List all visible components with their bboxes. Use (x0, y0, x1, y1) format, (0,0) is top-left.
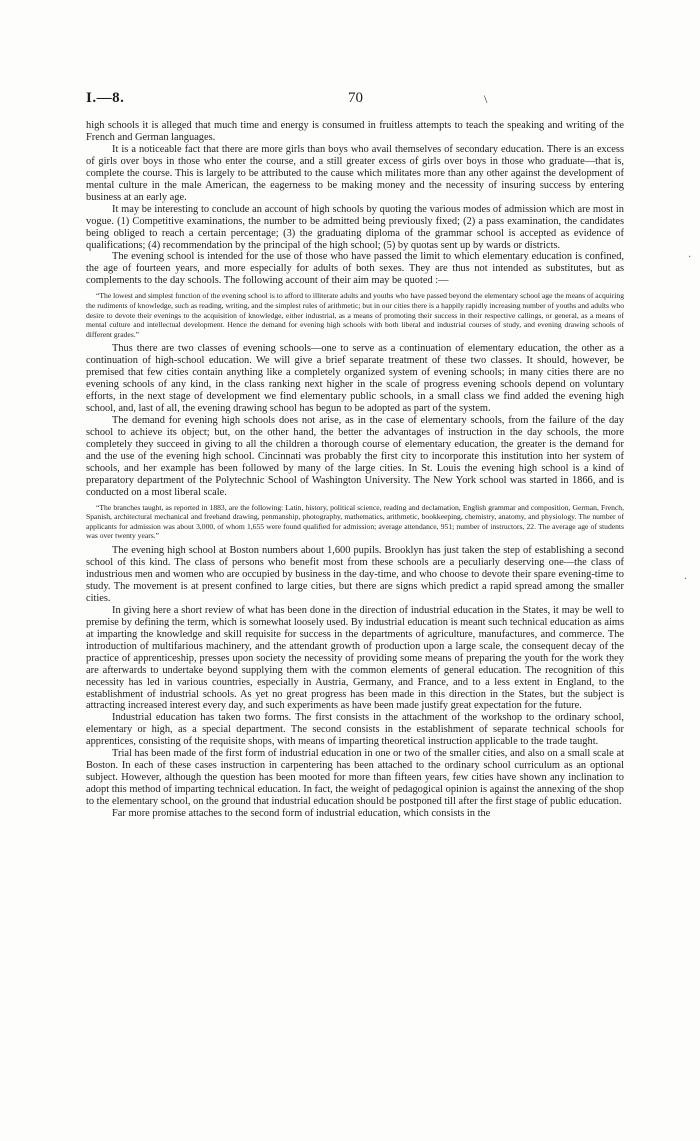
page-number: 70 (348, 90, 363, 106)
page-header (86, 90, 624, 112)
paragraph: It may be interesting to conclude an account of high schools by quoting the various modes of admission which are most in vogue. (1) Competitive examinations, the number to be admitted being previously fixed; (2) a pass examination, the candidates being obliged to reach a certain percentage; (3) the graduating diploma of the grammar school is accepted as evidence of qualifications; (4) recommendation by the principal of the high school; (5) by quotas sent up by wards or districts. (86, 203, 624, 251)
document-page (86, 90, 624, 820)
scan-speck: · (688, 252, 692, 263)
document-reference: I.—8. (86, 90, 125, 106)
paragraph: In giving here a short review of what has been done in the direction of industrial education in the States, it may be well to premise by defining the term, which is somewhat loosely used. By industrial education is meant such technical education as aims at imparting the knowledge and skill requisite for success in the departments of agriculture, manufactures, and commerce. The introduction of multifarious machinery, and the attendant growth of production upon a large scale, the consequent decay of the practice of apprenticeship, presses upon society the necessity of providing some means of preparing the youth for the work they are afterwards to undertake beyond supplying them with the common elements of general education. The recognition of this necessity has led in various countries, especially in Austria, Germany, and France, and to a less extent in England, to the establishment of industrial schools. As yet no great progress has been made in this direction in the States, but the subject is attracting increased interest every day, and such experiments as have been made justify great expectation for the future. (86, 604, 624, 712)
document-body (86, 120, 624, 820)
paragraph: Thus there are two classes of evening schools—one to serve as a continuation of elementary education, the other as a continuation of high-school education. We will give a brief separate treatment of these two classes. It should, however, be premised that few cities contain anything like a completely organized system of evening schools; in many cities there are no evening schools of any kind, in the class ranking next higher in the scale of progress evening schools depend on voluntary efforts, in the next stage of development we find elementary public schools, in a small class we find added the evening high school, and, last of all, the evening drawing school has begun to be adopted as part of the system. (86, 343, 624, 415)
paragraph: Trial has been made of the first form of industrial education in one or two of the smaller cities, and also on a small scale at Boston. In each of these cases instruction in carpentering has been attached to the ordinary school curriculum as an optional subject. However, although the question has been mooted for more than fifteen years, few cities have shown any inclination to adopt this method of imparting technical education. In fact, the weight of pedagogical opinion is against the annexing of the shop to the elementary school, on the ground that industrial education should be postponed till after the first stage of public education. (86, 748, 624, 808)
paragraph: The evening school is intended for the use of those who have passed the limit to which elementary education is confined, the age of fourteen years, and more especially for adults of both sexes. They are thus not intended as substitutes, but as complements to the day schools. The following account of their aim may be quoted :— (86, 251, 624, 287)
paragraph: The demand for evening high schools does not arise, as in the case of elementary schools, from the failure of the day school to achieve its object; but, on the other hand, the better the advantages of instruction in the day schools, the more completely they succeed in giving to all the children a thorough course of elementary education, the greater is the demand for and the use of the evening high school. Cincinnati was probably the first city to incorporate this institution into her system of schools, and her example has been followed by many of the large cities. In St. Louis the evening high school is a kind of preparatory department of the Polytechnic School of Washington University. The New York school was started in 1866, and is conducted on a most liberal scale. (86, 415, 624, 498)
margin-mark: \ (484, 92, 488, 106)
paragraph: Far more promise attaches to the second form of industrial education, which consists in the (112, 808, 491, 820)
paragraph: high schools it is alleged that much time and energy is consumed in fruitless attempts to teach the speaking and writing of the French and German languages. (86, 120, 624, 143)
paragraph: It is a noticeable fact that there are more girls than boys who avail themselves of secondary education. There is an excess of girls over boys in those who enter the course, and a still greater excess of girls over boys in those who graduate—that is, complete the course. This is largely to be attributed to the cause which militates more than any other against the development of mental culture in the male American, the eagerness to be making money and the necessity of insuring success by entering business at an early age. (86, 143, 624, 203)
paragraph: The evening high school at Boston numbers about 1,600 pupils. Brooklyn has just taken the step of establishing a second school of this kind. The class of persons who benefit most from these schools are a peculiarly deserving one—the class of industrious men and women who are occupied by business in the day-time, and who choose to devote their spare evening-time to study. The movement is at present confined to large cities, but there are signs which predict a rapid spread among the smaller cities. (86, 545, 624, 604)
block-quote: “The lowest and simplest function of the evening school is to afford to illiterate adults and youths who have passed beyond the elementary school age the means of acquiring the rudiments of knowledge, such as reading, writing, and the simplest rules of arithmetic; but in our cities there is a happily rapidly increasing number of youths and adults who desire to devote their evenings to the acquisition of knowledge, either industrial, as a means of promoting their success in their respective callings, or general, as a means of mental culture and intellectual development. Hence the demand for evening high schools with both liberal and industrial courses of study, and evening drawing schools of different grades.” (86, 291, 624, 339)
block-quote: “The branches taught, as reported in 1883, are the following: Latin, history, political science, reading and declamation, English grammar and composition, German, French, Spanish, architectural mechanical and freehand drawing, penmanship, photography, mathematics, arithmetic, bookkeeping, chemistry, anatomy, and physiology. The number of applicants for admission was about 3,000, of whom 1,655 were found qualified for admission; average attendance, 951; number of instructors, 22. The average age of students was over twenty years.” (86, 502, 624, 541)
scan-speck: · (684, 574, 688, 585)
paragraph: Industrial education has taken two forms. The first consists in the attachment of the workshop to the ordinary school, elementary or high, as a special department. The second consists in the establishment of separate technical schools for apprentices, consisting of the requisite shops, with means of imparting theoretical instruction applicable to the trade taught. (86, 712, 624, 748)
